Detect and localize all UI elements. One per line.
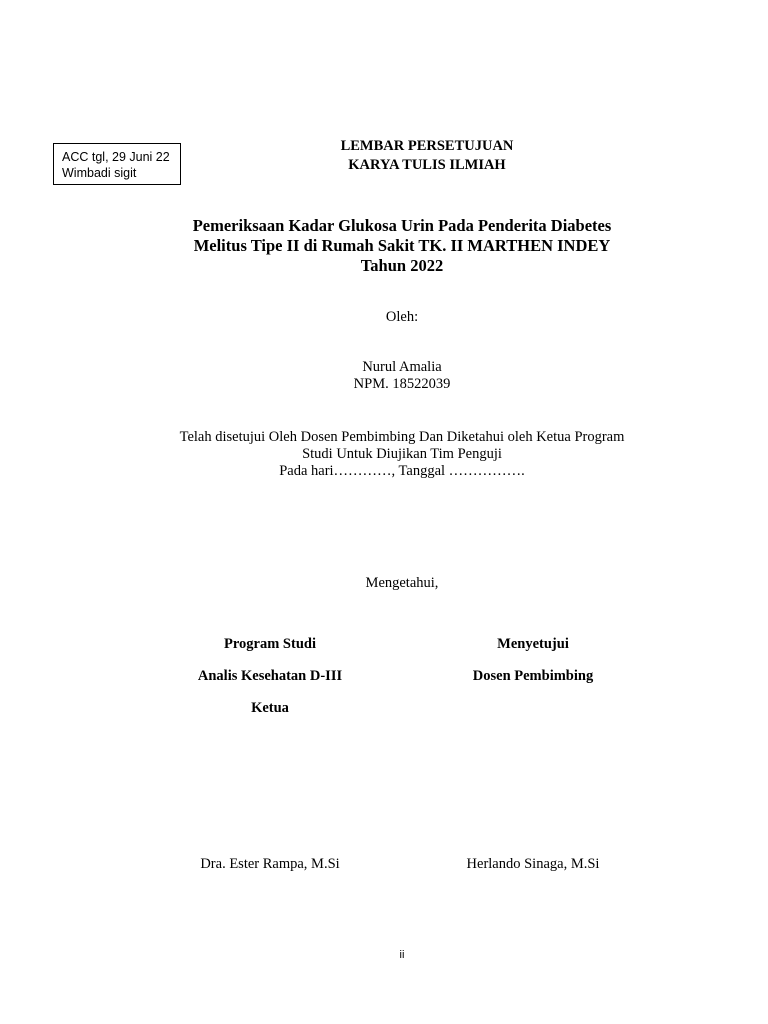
- left-signatory-line-3: Ketua: [251, 700, 289, 716]
- left-signer-name: Dra. Ester Rampa, M.Si: [200, 856, 340, 872]
- right-signatory-line-1: Menyetujui: [497, 636, 569, 652]
- left-signatory-line-2: Analis Kesehatan D-III: [197, 668, 343, 684]
- approval-note-line-1: ACC tgl, 29 Juni 22: [62, 150, 170, 164]
- author-npm: NPM. 18522039: [353, 376, 451, 392]
- approval-note-line-2: Wimbadi sigit: [62, 166, 137, 180]
- left-signatory-line-1: Program Studi: [224, 636, 316, 652]
- thesis-title-line-1: Pemeriksaan Kadar Glukosa Urin Pada Penderita Diabetes: [192, 216, 612, 235]
- author-by-label: Oleh:: [385, 309, 419, 325]
- page-number: ii: [399, 949, 405, 961]
- approval-text-line-2: Studi Untuk Diujikan Tim Penguji: [302, 446, 502, 462]
- document-header-1: LEMBAR PERSETUJUAN: [340, 138, 514, 154]
- document-header-2: KARYA TULIS ILMIAH: [348, 157, 506, 173]
- right-signatory-line-2: Dosen Pembimbing: [472, 668, 594, 684]
- approval-text-line-3: Pada hari…………, Tanggal …………….: [279, 463, 525, 479]
- author-name: Nurul Amalia: [362, 359, 442, 375]
- right-signer-name: Herlando Sinaga, M.Si: [466, 856, 600, 872]
- thesis-title-line-2: Melitus Tipe II di Rumah Sakit TK. II MARTHEN INDEY: [193, 236, 611, 255]
- approval-text-line-1: Telah disetujui Oleh Dosen Pembimbing Dan Diketahui oleh Ketua Program: [179, 429, 625, 445]
- thesis-title-line-3: Tahun 2022: [360, 256, 444, 275]
- acknowledged-label: Mengetahui,: [365, 575, 439, 591]
